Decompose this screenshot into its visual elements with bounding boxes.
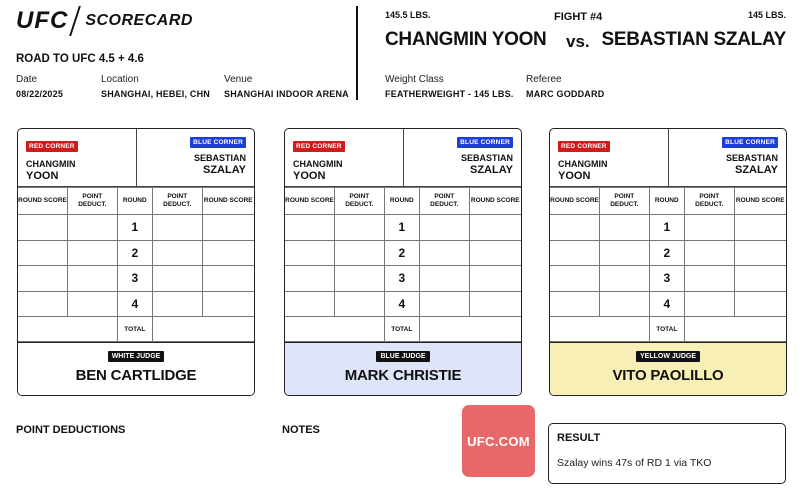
- blue-round-score-header: ROUND SCORE: [469, 188, 521, 215]
- round-row: [285, 215, 521, 241]
- blue-score-cell: [202, 240, 254, 266]
- round-row: [18, 291, 254, 317]
- round-number: 2: [117, 240, 152, 266]
- header-divider: [356, 6, 358, 100]
- result-text: Szalay wins 47s of RD 1 via TKO: [557, 457, 712, 469]
- round-number: 4: [384, 291, 419, 317]
- blue-round-score-header: ROUND SCORE: [734, 188, 786, 215]
- red-round-score-header: ROUND SCORE: [18, 188, 68, 215]
- round-row: [18, 266, 254, 292]
- judge-area: [18, 342, 254, 395]
- total-label: TOTAL: [649, 317, 684, 342]
- judge-name: VITO PAOLILLO: [612, 367, 724, 384]
- total-label: TOTAL: [384, 317, 419, 342]
- blue-score-cell: [469, 266, 521, 292]
- red-first-name: CHANGMIN: [558, 159, 608, 169]
- score-grid: [550, 187, 786, 342]
- blue-deduct-cell: [419, 291, 469, 317]
- red-score-cell: [18, 266, 68, 292]
- venue-label: Venue: [224, 74, 253, 85]
- red-first-name: CHANGMIN: [293, 159, 343, 169]
- red-corner-badge: RED CORNER: [26, 141, 78, 152]
- red-total-cell: [18, 317, 117, 342]
- corner-header: [18, 129, 254, 187]
- round-row: [550, 291, 786, 317]
- total-row: [285, 317, 521, 342]
- red-last-name: YOON: [558, 169, 591, 182]
- red-deduct-cell: [600, 240, 650, 266]
- scorecard-title: SCORECARD: [85, 12, 193, 29]
- round-number: 2: [384, 240, 419, 266]
- blue-corner-badge: BLUE CORNER: [722, 137, 778, 148]
- score-grid: [285, 187, 521, 342]
- round-header: ROUND: [117, 188, 152, 215]
- judge-scorecard-1: [17, 128, 255, 396]
- total-label: TOTAL: [117, 317, 152, 342]
- corner-header: [285, 129, 521, 187]
- red-total-cell: [285, 317, 384, 342]
- red-deduct-cell: [68, 291, 118, 317]
- red-deduct-cell: [68, 215, 118, 241]
- blue-score-cell: [734, 291, 786, 317]
- total-row: [18, 317, 254, 342]
- red-score-cell: [285, 291, 335, 317]
- score-grid: [18, 187, 254, 342]
- round-row: [285, 266, 521, 292]
- round-row: [285, 240, 521, 266]
- blue-first-name: SEBASTIAN: [193, 153, 246, 163]
- red-score-cell: [285, 266, 335, 292]
- blue-score-cell: [202, 266, 254, 292]
- blue-point-deduct-header: POINT DEDUCT.: [684, 188, 734, 215]
- blue-corner-badge: BLUE CORNER: [190, 137, 246, 148]
- location-label: Location: [101, 74, 139, 85]
- blue-score-cell: [469, 240, 521, 266]
- blue-corner: [669, 129, 787, 186]
- red-score-cell: [18, 215, 68, 241]
- round-number: 4: [117, 291, 152, 317]
- red-score-cell: [285, 215, 335, 241]
- round-row: [550, 240, 786, 266]
- round-header: ROUND: [649, 188, 684, 215]
- corner-header: [550, 129, 786, 187]
- round-row: [18, 240, 254, 266]
- blue-round-score-header: ROUND SCORE: [202, 188, 254, 215]
- red-deduct-cell: [335, 215, 385, 241]
- blue-score-cell: [734, 266, 786, 292]
- blue-point-deduct-header: POINT DEDUCT.: [419, 188, 469, 215]
- event-name: ROAD TO UFC 4.5 + 4.6: [16, 53, 144, 65]
- round-number: 3: [117, 266, 152, 292]
- red-deduct-cell: [600, 215, 650, 241]
- blue-score-cell: [202, 291, 254, 317]
- judge-scorecard-3: [549, 128, 787, 396]
- blue-deduct-cell: [684, 291, 734, 317]
- red-deduct-cell: [335, 291, 385, 317]
- red-round-score-header: ROUND SCORE: [550, 188, 600, 215]
- red-score-cell: [18, 291, 68, 317]
- blue-score-cell: [734, 240, 786, 266]
- round-row: [18, 215, 254, 241]
- blue-score-cell: [202, 215, 254, 241]
- blue-first-name: SEBASTIAN: [725, 153, 778, 163]
- judge-badge: BLUE JUDGE: [376, 351, 429, 362]
- venue-value: SHANGHAI INDOOR ARENA: [224, 89, 349, 99]
- red-corner-badge: RED CORNER: [558, 141, 610, 152]
- judge-area: [285, 342, 521, 395]
- referee-value: MARC GODDARD: [526, 89, 605, 99]
- judge-name: MARK CHRISTIE: [344, 367, 462, 384]
- round-number: 1: [117, 215, 152, 241]
- weight-class-label: Weight Class: [385, 74, 444, 85]
- round-number: 1: [649, 215, 684, 241]
- red-last-name: YOON: [293, 169, 326, 182]
- blue-deduct-cell: [152, 291, 202, 317]
- blue-score-cell: [734, 215, 786, 241]
- ufc-logo: [16, 6, 193, 36]
- blue-fighter-weight: 145 LBS.: [747, 10, 786, 20]
- blue-total-cell: [152, 317, 254, 342]
- red-point-deduct-header: POINT DEDUCT.: [68, 188, 118, 215]
- round-number: 4: [649, 291, 684, 317]
- red-deduct-cell: [335, 266, 385, 292]
- blue-point-deduct-header: POINT DEDUCT.: [152, 188, 202, 215]
- weight-class-value: FEATHERWEIGHT - 145 LBS.: [385, 89, 514, 99]
- blue-score-cell: [469, 215, 521, 241]
- round-number: 1: [384, 215, 419, 241]
- red-corner: [550, 129, 669, 186]
- blue-total-cell: [684, 317, 786, 342]
- result-box: [548, 423, 786, 484]
- blue-deduct-cell: [152, 215, 202, 241]
- judge-scorecard-2: [284, 128, 522, 396]
- blue-total-cell: [419, 317, 521, 342]
- red-round-score-header: ROUND SCORE: [285, 188, 335, 215]
- red-score-cell: [550, 240, 600, 266]
- notes-label: NOTES: [282, 424, 320, 436]
- total-row: [550, 317, 786, 342]
- blue-corner: [404, 129, 522, 186]
- blue-deduct-cell: [419, 266, 469, 292]
- judge-badge: WHITE JUDGE: [108, 351, 165, 362]
- red-deduct-cell: [600, 291, 650, 317]
- ufc-logo-text: UFC: [16, 7, 69, 34]
- blue-deduct-cell: [684, 266, 734, 292]
- red-corner-badge: RED CORNER: [293, 141, 345, 152]
- result-title: RESULT: [557, 432, 601, 444]
- round-number: 3: [384, 266, 419, 292]
- red-corner: [285, 129, 404, 186]
- judge-area: [550, 342, 786, 395]
- blue-deduct-cell: [419, 215, 469, 241]
- judge-badge: YELLOW JUDGE: [636, 351, 700, 362]
- logo-divider: [69, 6, 81, 36]
- red-score-cell: [550, 215, 600, 241]
- blue-deduct-cell: [152, 266, 202, 292]
- location-value: SHANGHAI, HEBEI, CHN: [101, 89, 211, 99]
- red-deduct-cell: [600, 266, 650, 292]
- vs-label: vs.: [566, 32, 590, 51]
- red-last-name: YOON: [26, 169, 59, 182]
- blue-deduct-cell: [152, 240, 202, 266]
- ufc-com-link[interactable]: UFC.COM: [462, 405, 535, 477]
- red-fighter-weight: 145.5 LBS.: [385, 10, 431, 20]
- blue-deduct-cell: [419, 240, 469, 266]
- red-point-deduct-header: POINT DEDUCT.: [335, 188, 385, 215]
- red-corner: [18, 129, 137, 186]
- blue-deduct-cell: [684, 215, 734, 241]
- red-deduct-cell: [68, 266, 118, 292]
- red-total-cell: [550, 317, 649, 342]
- blue-first-name: SEBASTIAN: [460, 153, 513, 163]
- blue-last-name: SZALAY: [203, 163, 246, 176]
- round-number: 2: [649, 240, 684, 266]
- round-number: 3: [649, 266, 684, 292]
- blue-corner-badge: BLUE CORNER: [457, 137, 513, 148]
- blue-last-name: SZALAY: [470, 163, 513, 176]
- fight-number: FIGHT #4: [554, 11, 603, 23]
- blue-corner: [137, 129, 255, 186]
- round-row: [550, 266, 786, 292]
- date-label: Date: [16, 74, 38, 85]
- red-score-cell: [550, 291, 600, 317]
- red-deduct-cell: [68, 240, 118, 266]
- red-fighter-name: CHANGMIN YOON: [385, 29, 547, 50]
- red-first-name: CHANGMIN: [26, 159, 76, 169]
- round-row: [550, 215, 786, 241]
- judge-name: BEN CARTLIDGE: [75, 367, 197, 384]
- red-score-cell: [550, 266, 600, 292]
- point-deductions-label: POINT DEDUCTIONS: [16, 424, 126, 436]
- blue-last-name: SZALAY: [735, 163, 778, 176]
- blue-fighter-name: SEBASTIAN SZALAY: [601, 29, 786, 50]
- blue-score-cell: [469, 291, 521, 317]
- red-point-deduct-header: POINT DEDUCT.: [600, 188, 650, 215]
- round-row: [285, 291, 521, 317]
- referee-label: Referee: [526, 74, 562, 85]
- round-header: ROUND: [384, 188, 419, 215]
- red-deduct-cell: [335, 240, 385, 266]
- red-score-cell: [285, 240, 335, 266]
- red-score-cell: [18, 240, 68, 266]
- date-value: 08/22/2025: [16, 89, 64, 99]
- blue-deduct-cell: [684, 240, 734, 266]
